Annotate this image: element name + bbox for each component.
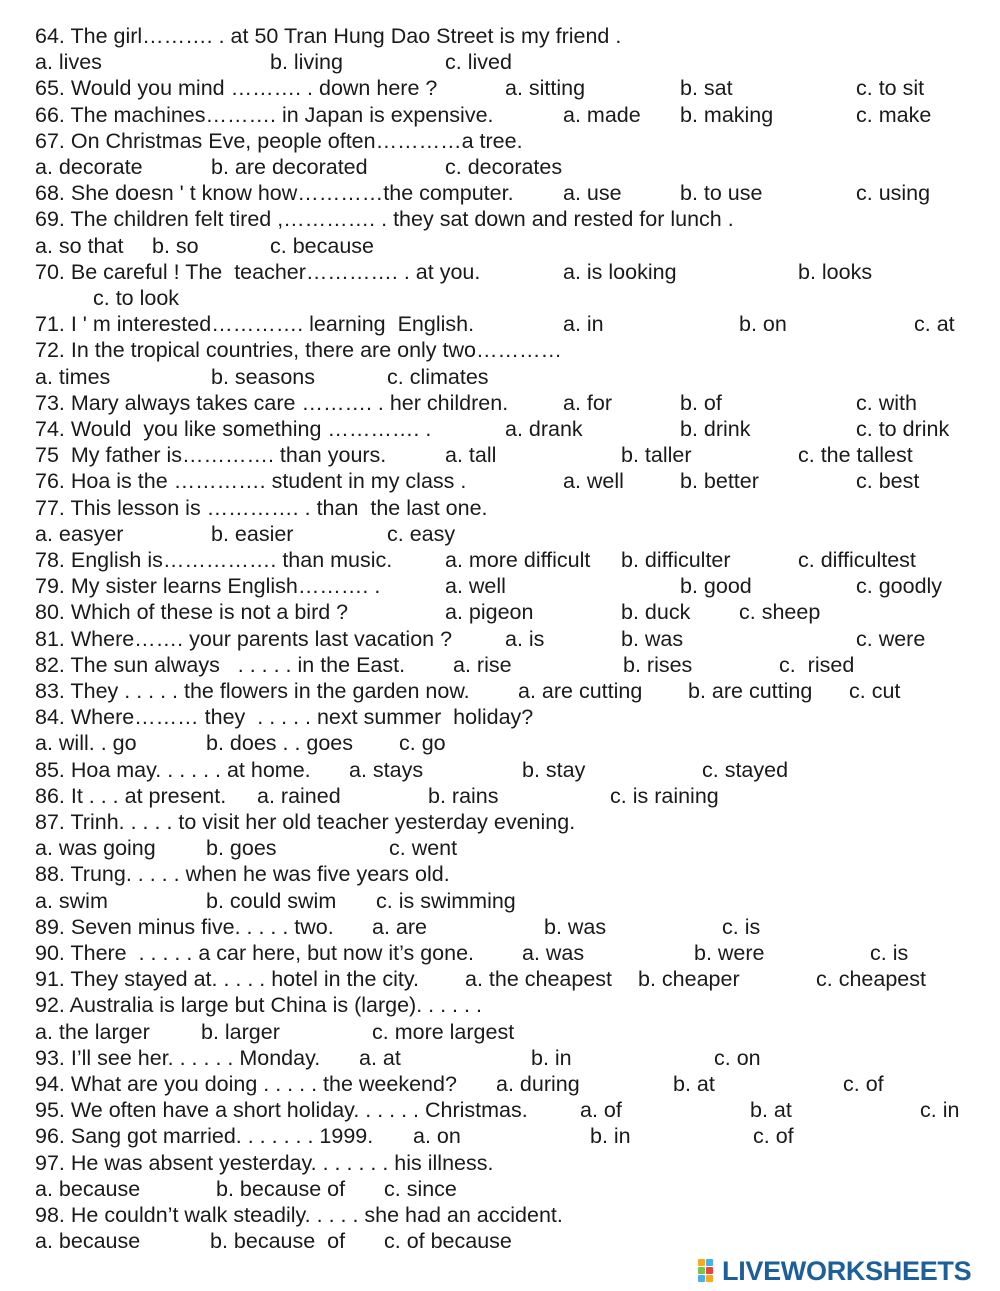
worksheet-line xyxy=(0,1202,1000,1228)
answer-option: a. the larger xyxy=(35,1019,150,1044)
answer-option: a. are cutting xyxy=(518,679,643,703)
liveworksheets-logo xyxy=(698,1256,994,1286)
question-text: 92. Australia is large but China is (large). . . . . . xyxy=(35,993,482,1018)
answer-option: b. larger xyxy=(201,1019,280,1044)
question-text: 68. She doesn ' t know how…………the computer. xyxy=(35,181,514,206)
answer-option: a. on xyxy=(413,1124,461,1149)
answer-option: a. pigeon xyxy=(445,600,534,625)
question-text: 98. He couldn’t walk steadily. . . . . she had an accident. xyxy=(35,1203,563,1227)
answer-option: c. to sit xyxy=(856,76,925,101)
answer-option: b. stay xyxy=(522,757,586,782)
worksheet-line xyxy=(0,233,1000,259)
question-text: 89. Seven minus five. . . . . two. xyxy=(35,914,334,939)
answer-option: a. because xyxy=(35,1176,141,1201)
question-text: 67. On Christmas Eve, people often…………a tree. xyxy=(35,128,523,153)
answer-option: a. so that xyxy=(35,233,124,258)
worksheet-line xyxy=(0,102,1000,128)
answer-option: a. in xyxy=(563,312,604,337)
question-text: 65. Would you mind ………. . down here ? xyxy=(35,76,438,101)
answer-option: a. sitting xyxy=(505,76,586,101)
worksheet-line xyxy=(0,259,1000,285)
answer-option: b. at xyxy=(673,1072,715,1096)
worksheet-line xyxy=(0,914,1000,940)
worksheet-line xyxy=(0,442,1000,468)
answer-option: c. to look xyxy=(93,286,180,310)
answer-option: b. because of xyxy=(216,1176,346,1201)
answer-option: a. rained xyxy=(257,783,341,808)
worksheet-line xyxy=(0,75,1000,101)
answer-option: a. tall xyxy=(445,443,497,468)
worksheet-line xyxy=(0,652,1000,678)
answer-option: b. sat xyxy=(680,76,733,101)
answer-option: a. well xyxy=(563,469,624,494)
answer-option: a. stays xyxy=(349,757,424,782)
answer-option: c. with xyxy=(856,390,917,415)
answer-option: b. taller xyxy=(621,443,692,468)
worksheet-line xyxy=(0,835,1000,861)
answer-option: b. easier xyxy=(211,521,294,546)
question-text: 85. Hoa may. . . . . . at home. xyxy=(35,757,311,782)
worksheet-line xyxy=(0,809,1000,835)
worksheet-line xyxy=(0,337,1000,363)
answer-option: c. stayed xyxy=(702,757,789,782)
worksheet-line xyxy=(0,311,1000,337)
worksheet-line xyxy=(0,1176,1000,1202)
answer-option: b. better xyxy=(680,469,759,494)
answer-option: b. was xyxy=(544,914,607,939)
answer-option: a. are xyxy=(372,914,427,939)
answer-option: b. because of xyxy=(210,1229,346,1254)
worksheet-line xyxy=(0,154,1000,180)
answer-option: b. in xyxy=(590,1124,631,1149)
question-text: 82. The sun always . . . . . in the East. xyxy=(35,652,406,677)
question-text: 81. Where……. your parents last vacation ? xyxy=(35,626,453,651)
answer-option: b. to use xyxy=(680,181,763,206)
answer-option: b. at xyxy=(750,1098,792,1123)
worksheet-line xyxy=(0,626,1000,652)
worksheet-line xyxy=(0,49,1000,75)
question-text: 88. Trung. . . . . when he was five years old. xyxy=(35,862,450,887)
answer-option: c. is xyxy=(870,941,909,965)
worksheet-line xyxy=(0,390,1000,416)
question-text: 75 My father is…………. than yours. xyxy=(35,443,387,468)
worksheet-line xyxy=(0,940,1000,966)
answer-option: c. is raining xyxy=(610,783,719,808)
answer-option: b. rains xyxy=(428,783,499,808)
worksheet-line xyxy=(0,888,1000,914)
answer-option: c. more largest xyxy=(372,1019,515,1044)
question-text: 73. Mary always takes care ………. . her children. xyxy=(35,390,509,415)
answer-option: c. using xyxy=(856,181,931,206)
worksheet-line xyxy=(0,783,1000,809)
worksheet-line xyxy=(0,992,1000,1018)
worksheet-line xyxy=(0,1071,1000,1097)
question-text: 77. This lesson is …………. . than the last one. xyxy=(35,495,488,520)
answer-option: a. at xyxy=(359,1045,401,1070)
answer-option: b. in xyxy=(531,1045,572,1070)
question-text: 96. Sang got married. . . . . . . 1999. xyxy=(35,1124,374,1149)
answer-option: c. at xyxy=(914,312,955,337)
answer-option: b. making xyxy=(680,102,774,127)
answer-option: b. duck xyxy=(621,600,691,625)
question-text: 78. English is……………. than music. xyxy=(35,548,393,572)
answer-option: a. is looking xyxy=(563,259,677,284)
question-text: 93. I’ll see her. . . . . . Monday. xyxy=(35,1045,321,1070)
answer-option: a. the cheapest xyxy=(465,967,613,992)
answer-option: a. more difficult xyxy=(445,548,591,572)
question-text: 76. Hoa is the …………. student in my class . xyxy=(35,469,467,494)
answer-option: c. since xyxy=(384,1176,457,1201)
worksheet-line xyxy=(0,599,1000,625)
answer-option: a. well xyxy=(445,574,506,599)
answer-option: c. make xyxy=(856,102,932,127)
answer-option: c. difficultest xyxy=(798,548,916,572)
answer-option: b. of xyxy=(680,390,722,415)
answer-option: b. on xyxy=(739,312,787,337)
answer-option: c. cut xyxy=(849,679,901,703)
answer-option: a. drank xyxy=(505,417,583,441)
answer-option: c. of xyxy=(753,1124,794,1149)
worksheet-line xyxy=(0,547,1000,573)
question-text: 72. In the tropical countries, there are only two………… xyxy=(35,338,562,363)
answer-option: c. in xyxy=(920,1098,960,1123)
answer-option: a. easyer xyxy=(35,521,124,546)
question-text: 66. The machines………. in Japan is expensive. xyxy=(35,102,494,127)
answer-option: b. cheaper xyxy=(638,967,740,992)
logo-grid-icon xyxy=(698,1259,724,1283)
answer-option: b. seasons xyxy=(211,364,315,389)
question-text: 84. Where……… they . . . . . next summer holiday? xyxy=(35,705,534,730)
worksheet-line xyxy=(0,23,1000,49)
answer-option: b. were xyxy=(694,941,765,965)
worksheet-line xyxy=(0,495,1000,521)
answer-option: b. are decorated xyxy=(211,155,368,179)
answer-option: a. use xyxy=(563,181,622,206)
answer-option: c. best xyxy=(856,469,920,494)
answer-option: b. looks xyxy=(798,259,873,284)
answer-option: c. to drink xyxy=(856,417,950,441)
question-text: 91. They stayed at. . . . . hotel in the city. xyxy=(35,967,420,992)
answer-option: c. lived xyxy=(445,50,512,75)
answer-option: c. of because xyxy=(384,1229,512,1254)
answer-option: a. because xyxy=(35,1229,141,1254)
answer-option: a. rise xyxy=(453,652,512,677)
answer-option: b. drink xyxy=(680,417,751,441)
answer-option: a. for xyxy=(563,390,612,415)
question-text: 97. He was absent yesterday. . . . . . . his illness. xyxy=(35,1150,494,1175)
question-text: 95. We often have a short holiday. . . . . . Christmas. xyxy=(35,1098,528,1123)
worksheet-line xyxy=(0,1150,1000,1176)
answer-option: a. times xyxy=(35,364,111,389)
answer-option: b. living xyxy=(270,50,343,75)
answer-option: c. sheep xyxy=(739,600,821,625)
answer-option: b. difficulter xyxy=(621,548,731,572)
answer-option: b. does . . goes xyxy=(206,731,354,756)
worksheet-line xyxy=(0,730,1000,756)
worksheet-line xyxy=(0,128,1000,154)
question-text: 64. The girl………. . at 50 Tran Hung Dao Street is my friend . xyxy=(35,24,622,48)
question-text: 94. What are you doing . . . . . the weekend? xyxy=(35,1072,457,1096)
answer-option: a. swim xyxy=(35,888,108,913)
question-text: 86. It . . . at present. xyxy=(35,783,227,808)
answer-option: b. was xyxy=(621,626,684,651)
answer-option: c. is swimming xyxy=(376,888,516,913)
answer-option: c. of xyxy=(843,1072,884,1096)
answer-option: a. decorate xyxy=(35,155,143,179)
answer-option: b. so xyxy=(152,233,199,258)
worksheet-line xyxy=(0,521,1000,547)
worksheet-line xyxy=(0,206,1000,232)
answer-option: a. made xyxy=(563,102,641,127)
worksheet-line xyxy=(0,416,1000,442)
answer-option: a. during xyxy=(496,1072,580,1096)
answer-option: c. easy xyxy=(387,521,456,546)
answer-option: b. good xyxy=(680,574,752,599)
answer-option: c. rised xyxy=(779,652,855,677)
answer-option: a. of xyxy=(580,1098,622,1123)
question-text: 69. The children felt tired ,…………. . they sat down and rested for lunch . xyxy=(35,207,734,232)
worksheet-line xyxy=(0,1019,1000,1045)
answer-option: a. will. . go xyxy=(35,731,137,756)
question-text: 80. Which of these is not a bird ? xyxy=(35,600,349,625)
answer-option: b. could swim xyxy=(206,888,337,913)
question-text: 70. Be careful ! The teacher…………. . at you. xyxy=(35,259,481,284)
worksheet-line xyxy=(0,704,1000,730)
worksheet-line xyxy=(0,573,1000,599)
answer-option: c. cheapest xyxy=(816,967,926,992)
worksheet-line xyxy=(0,1097,1000,1123)
answer-option: c. goodly xyxy=(856,574,943,599)
answer-option: c. on xyxy=(714,1045,761,1070)
logo-wordmark: LIVEWORKSHEETS xyxy=(722,1256,972,1286)
answer-option: a. was xyxy=(522,941,585,965)
question-text: 74. Would you like something …………. . xyxy=(35,417,432,441)
question-text: 83. They . . . . . the flowers in the garden now. xyxy=(35,679,470,703)
worksheet-line xyxy=(0,861,1000,887)
worksheet-line xyxy=(0,468,1000,494)
answer-option: c. the tallest xyxy=(798,443,913,468)
worksheet-line xyxy=(0,757,1000,783)
answer-option: a. was going xyxy=(35,836,156,861)
question-text: 71. I ' m interested…………. learning English. xyxy=(35,312,475,337)
worksheet-line xyxy=(0,285,1000,311)
worksheet-line xyxy=(0,678,1000,704)
worksheet-line xyxy=(0,966,1000,992)
answer-option: a. lives xyxy=(35,50,102,75)
worksheet-line xyxy=(0,180,1000,206)
answer-option: c. decorates xyxy=(445,155,563,179)
answer-option: a. is xyxy=(505,626,545,651)
worksheet-line xyxy=(0,1045,1000,1071)
answer-option: c. because xyxy=(270,233,374,258)
answer-option: c. go xyxy=(399,731,446,756)
answer-option: c. is xyxy=(722,914,761,939)
answer-option: c. went xyxy=(389,836,458,861)
question-text: 90. There . . . . . a car here, but now it’s gone. xyxy=(35,941,475,965)
worksheet-line xyxy=(0,1228,1000,1254)
answer-option: b. goes xyxy=(206,836,277,861)
answer-option: b. are cutting xyxy=(688,679,813,703)
question-text: 79. My sister learns English………. . xyxy=(35,574,381,599)
question-text: 87. Trinh. . . . . to visit her old teacher yesterday evening. xyxy=(35,810,576,834)
answer-option: c. climates xyxy=(387,364,489,389)
worksheet-line xyxy=(0,364,1000,390)
answer-option: b. rises xyxy=(623,652,693,677)
worksheet-line xyxy=(0,1123,1000,1149)
answer-option: c. were xyxy=(856,626,926,651)
